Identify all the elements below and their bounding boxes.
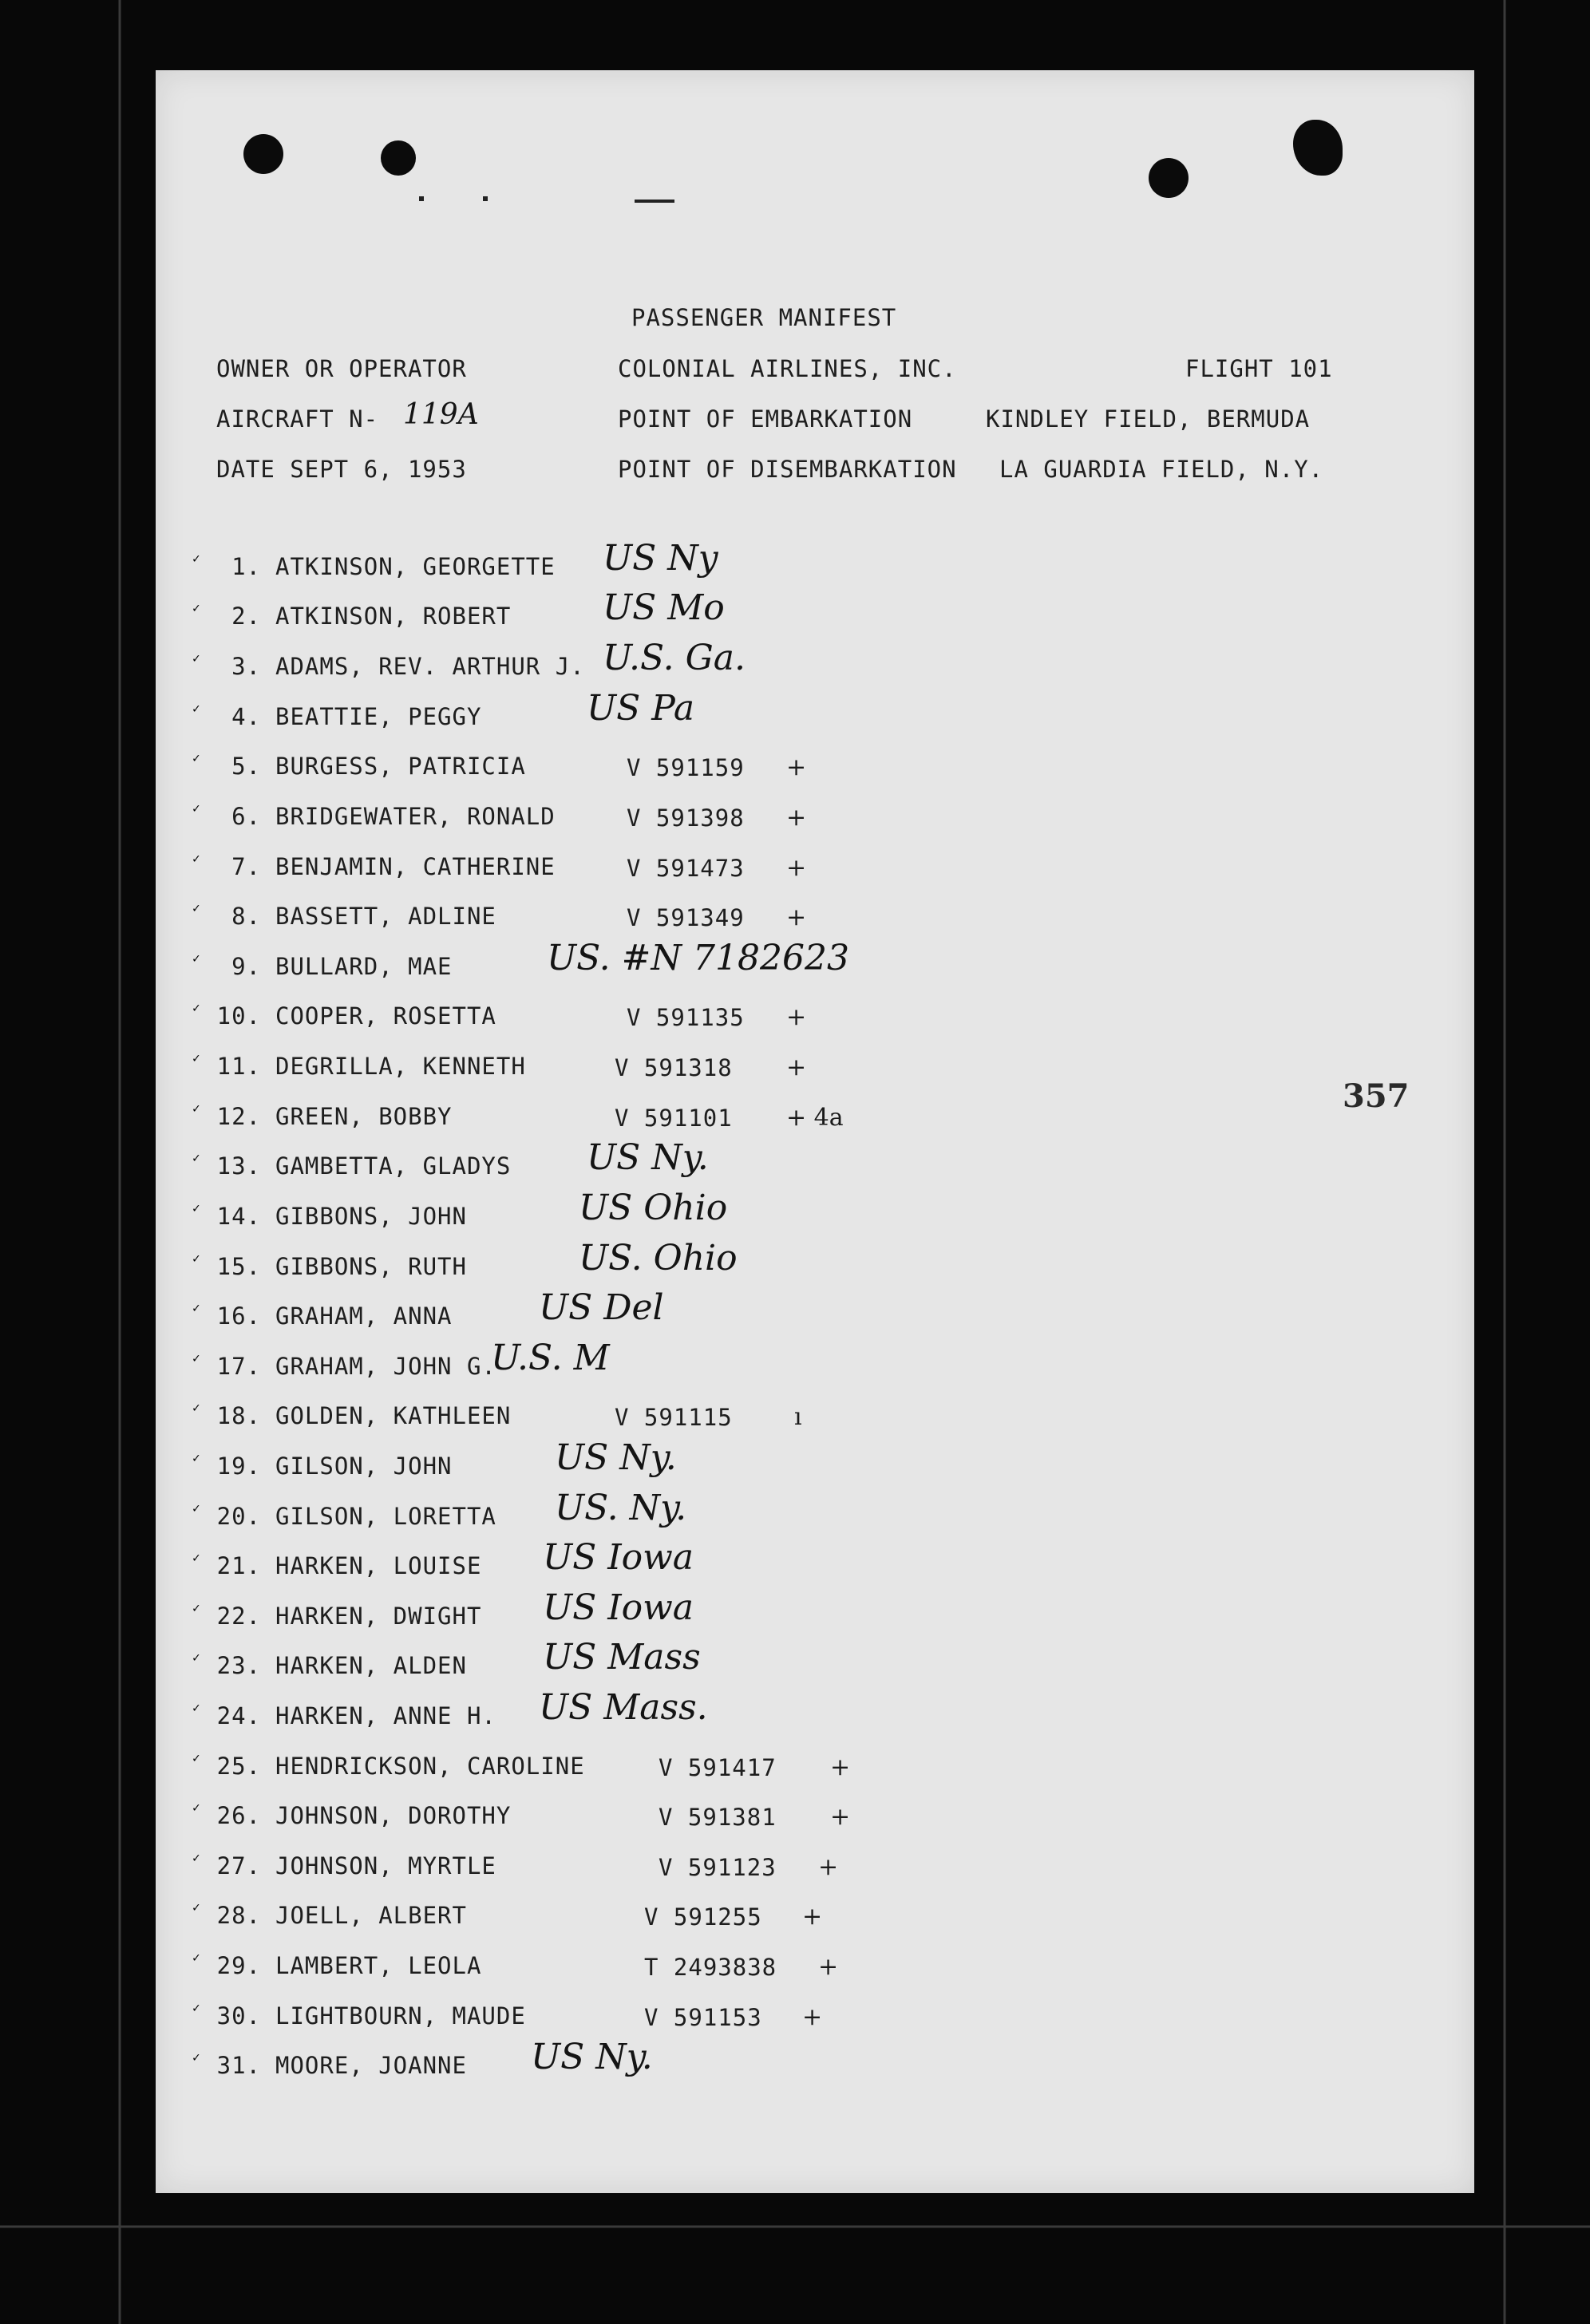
passenger-row: ✓ 28. JOELL, ALBERT V 591255 + (192, 1899, 823, 1931)
check-mark: ✓ (192, 1200, 200, 1215)
page-stamp-number: 357 (1343, 1077, 1410, 1115)
check-mark: ✓ (192, 1050, 200, 1065)
passenger-row: ✓ 20. GILSON, LORETTA US. Ny. (192, 1488, 687, 1530)
disembarkation-value: LA GUARDIA FIELD, N.Y. (999, 456, 1324, 483)
check-mark: ✓ (192, 2049, 200, 2065)
passenger-row: ✓ 5. BURGESS, PATRICIA V 591159 + (192, 750, 807, 781)
passenger-row: ✓ 1. ATKINSON, GEORGETTE US Ny (192, 538, 718, 580)
check-mark: ✓ (192, 750, 200, 765)
check-mark: ✓ (192, 900, 200, 915)
punch-hole-left-2 (381, 140, 416, 176)
embarkation-label: POINT OF EMBARKATION (618, 405, 913, 433)
passenger-row: ✓ 17. GRAHAM, JOHN G. U.S. M (192, 1338, 610, 1380)
punch-hole-left (243, 134, 283, 174)
check-mark: ✓ (192, 1400, 200, 1415)
aircraft-label: AIRCRAFT N- (216, 405, 379, 433)
check-mark: ✓ (192, 1450, 200, 1465)
check-mark: ✓ (192, 551, 200, 566)
aircraft-number-handwritten: 119A (403, 398, 479, 431)
passenger-row: ✓ 26. JOHNSON, DOROTHY V 591381 + (192, 1800, 851, 1831)
passenger-row: ✓ 29. LAMBERT, LEOLA T 2493838 + (192, 1950, 839, 1981)
passenger-row: ✓ 27. JOHNSON, MYRTLE V 591123 + (192, 1850, 839, 1881)
check-mark: ✓ (192, 1650, 200, 1665)
date-label: DATE SEPT 6, 1953 (216, 456, 467, 483)
disembarkation-label: POINT OF DISEMBARKATION (618, 456, 957, 483)
check-mark: ✓ (192, 600, 200, 615)
check-mark: ✓ (192, 800, 200, 816)
check-mark: ✓ (192, 1000, 200, 1015)
ink-dot (419, 196, 424, 201)
check-mark: ✓ (192, 951, 200, 966)
passenger-row: ✓ 7. BENJAMIN, CATHERINE V 591473 + (192, 851, 807, 882)
manifest-title: PASSENGER MANIFEST (631, 304, 897, 331)
check-mark: ✓ (192, 1251, 200, 1266)
passenger-row: ✓ 13. GAMBETTA, GLADYS US Ny. (192, 1137, 709, 1180)
embarkation-value: KINDLEY FIELD, BERMUDA (986, 405, 1311, 433)
ink-dot (483, 196, 488, 201)
check-mark: ✓ (192, 1550, 200, 1565)
passenger-row: ✓ 10. COOPER, ROSETTA V 591135 + (192, 1000, 807, 1031)
flight-number: FLIGHT 101 (1185, 355, 1333, 382)
check-mark: ✓ (192, 1700, 200, 1715)
check-mark: ✓ (192, 650, 200, 666)
passenger-row: ✓ 14. GIBBONS, JOHN US Ohio (192, 1188, 728, 1230)
passenger-row: ✓ 12. GREEN, BOBBY V 591101 + 4a (192, 1101, 844, 1132)
passenger-row: ✓ 18. GOLDEN, KATHLEEN V 591115 ı (192, 1400, 802, 1431)
passenger-row: ✓ 31. MOORE, JOANNE US Ny. (192, 2037, 653, 2079)
passenger-row: ✓ 8. BASSETT, ADLINE V 591349 + (192, 900, 807, 931)
check-mark: ✓ (192, 1500, 200, 1516)
ink-blot (1293, 120, 1343, 176)
check-mark: ✓ (192, 1300, 200, 1315)
passenger-row: ✓ 21. HARKEN, LOUISE US Iowa (192, 1537, 694, 1579)
passenger-row: ✓ 22. HARKEN, DWIGHT US Iowa (192, 1587, 694, 1630)
passenger-row: ✓ 25. HENDRICKSON, CAROLINE V 591417 + (192, 1750, 851, 1781)
passenger-row: ✓ 16. GRAHAM, ANNA US Del (192, 1287, 664, 1330)
check-mark: ✓ (192, 1850, 200, 1865)
passenger-row: ✓ 19. GILSON, JOHN US Ny. (192, 1437, 677, 1480)
check-mark: ✓ (192, 1750, 200, 1765)
check-mark: ✓ (192, 1101, 200, 1116)
check-mark: ✓ (192, 1600, 200, 1615)
manifest-sheet (156, 70, 1474, 2193)
check-mark: ✓ (192, 851, 200, 866)
passenger-row: ✓ 6. BRIDGEWATER, RONALD V 591398 + (192, 800, 807, 832)
passenger-row: ✓ 4. BEATTIE, PEGGY US Pa (192, 688, 695, 730)
passenger-row: ✓ 9. BULLARD, MAE US. #N 7182623 (192, 938, 849, 980)
check-mark: ✓ (192, 1899, 200, 1915)
check-mark: ✓ (192, 1950, 200, 1965)
check-mark: ✓ (192, 1800, 200, 1815)
passenger-row: ✓ 3. ADAMS, REV. ARTHUR J. U.S. Ga. (192, 638, 746, 680)
check-mark: ✓ (192, 1150, 200, 1165)
passenger-row: ✓ 2. ATKINSON, ROBERT US Mo (192, 587, 725, 630)
passenger-row: ✓ 30. LIGHTBOURN, MAUDE V 591153 + (192, 2000, 823, 2031)
passenger-row: ✓ 11. DEGRILLA, KENNETH V 591318 + (192, 1050, 807, 1081)
passenger-row: ✓ 15. GIBBONS, RUTH US. Ohio (192, 1238, 738, 1280)
passenger-row: ✓ 24. HARKEN, ANNE H. US Mass. (192, 1687, 708, 1729)
owner-value: COLONIAL AIRLINES, INC. (618, 355, 957, 382)
check-mark: ✓ (192, 1350, 200, 1366)
ink-dash (635, 200, 674, 203)
owner-label: OWNER OR OPERATOR (216, 355, 467, 382)
check-mark: ✓ (192, 2000, 200, 2015)
check-mark: ✓ (192, 701, 200, 716)
punch-hole-right (1149, 158, 1189, 198)
passenger-row: ✓ 23. HARKEN, ALDEN US Mass (192, 1637, 701, 1679)
